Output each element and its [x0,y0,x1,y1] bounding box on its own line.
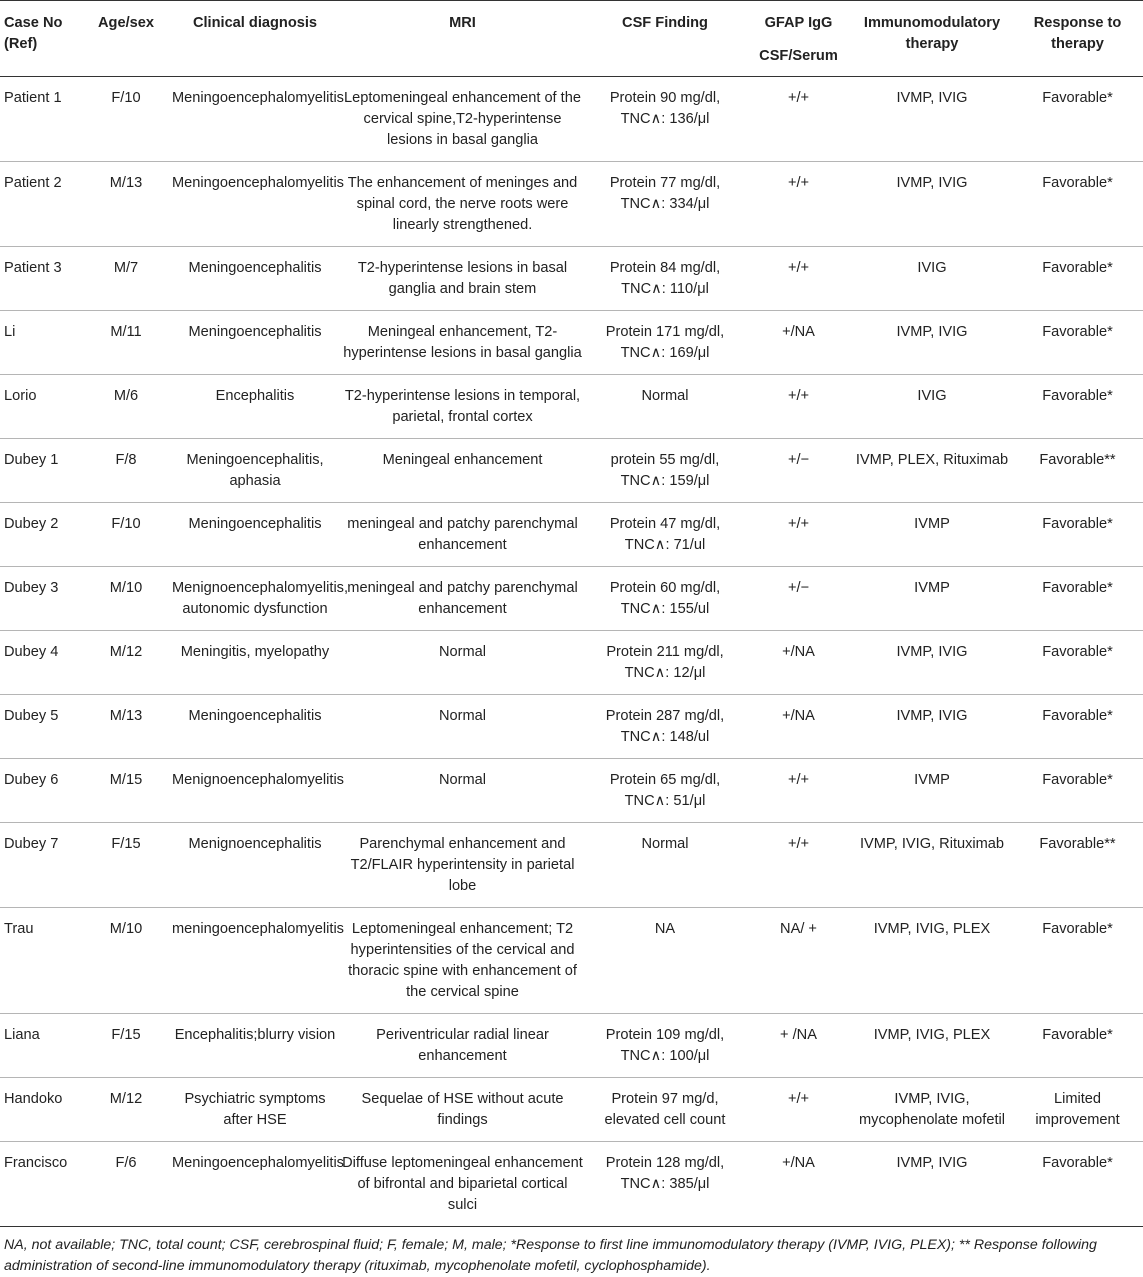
cell-csf: Protein 128 mg/dl, TNC∧: 385/μl [605,1155,725,1192]
cell-therapy: IVMP, IVIG, PLEX [873,921,991,937]
header-age: Age/sex [98,15,154,31]
cell-gfap: + /NA [780,1027,817,1043]
cell-therapy: IVMP, IVIG, PLEX [873,1027,991,1043]
cell-age: F/15 [111,836,141,852]
cell-therapy: IVMP, IVIG, Rituximab [859,836,1005,852]
cell-case: Dubey 6 [4,772,59,788]
cell-gfap: NA/ + [780,921,817,937]
cell-age: M/12 [109,644,143,660]
cell-csf: Normal [641,836,689,852]
table-row [0,695,1143,759]
cell-response: Favorable* [1042,516,1113,532]
cell-gfap: +/− [787,452,810,468]
cell-case: Patient 1 [4,90,62,106]
header-csf: CSF Finding [622,15,708,31]
cell-case: Lorio [4,388,37,404]
cell-mri: The enhancement of meninges and spinal cord, the nerve roots were linearly strengthened. [347,175,578,233]
cell-diagnosis: Meningoencephalomyelitis [172,90,344,106]
cell-diagnosis: Meningoencephalomyelitis [172,175,344,191]
cell-case: Li [4,324,16,340]
cell-gfap: +/+ [787,90,810,106]
cell-response: Favorable* [1042,708,1113,724]
cell-diagnosis: Meningoencephalitis [188,324,322,340]
cell-therapy: IVMP, IVIG [896,1155,968,1171]
cell-gfap: +/+ [787,175,810,191]
cell-csf: Protein 60 mg/dl, TNC∧: 155/ul [609,580,721,617]
cell-therapy: IVIG [917,388,947,404]
cell-response: Favorable* [1042,90,1113,106]
cell-therapy: IVMP [914,580,950,596]
cell-therapy: IVMP, IVIG [896,90,968,106]
cell-age: M/6 [113,388,139,404]
cell-diagnosis: Psychiatric symptoms after HSE [184,1091,326,1128]
table-body [0,77,1143,1227]
cell-csf: Protein 90 mg/dl, TNC∧: 136/μl [609,90,721,127]
cell-response: Favorable* [1042,1027,1113,1043]
cell-case: Patient 2 [4,175,62,191]
cell-case: Dubey 2 [4,516,59,532]
cell-case: Dubey 4 [4,644,59,660]
cell-mri: Parenchymal enhancement and T2/FLAIR hyperintensity in parietal lobe [350,836,575,894]
cell-age: M/15 [109,772,143,788]
cell-diagnosis: Meningoencephalitis [188,260,322,276]
cell-mri: Meningeal enhancement [382,452,543,468]
cell-gfap: +/+ [787,516,810,532]
cell-diagnosis: Menignoencephalomyelitis [172,772,344,788]
cell-mri: Normal [438,708,487,724]
cell-age: M/10 [109,921,143,937]
cell-age: M/13 [109,708,143,724]
cell-mri: Diffuse leptomeningeal enhancement of bifrontal and biparietal cortical sulci [342,1155,583,1213]
cell-gfap: +/NA [782,1155,815,1171]
table-row [0,1142,1143,1227]
cell-csf: NA [654,921,676,937]
table-row [0,311,1143,375]
header-mri: MRI [449,15,476,31]
cell-mri: meningeal and patchy parenchymal enhancement [347,580,578,617]
cell-response: Favorable* [1042,260,1113,276]
cell-csf: Protein 77 mg/dl, TNC∧: 334/μl [609,175,721,212]
cell-response: Favorable* [1042,388,1113,404]
cell-age: F/15 [111,1027,141,1043]
table-footnote: NA, not available; TNC, total count; CSF, cerebrospinal fluid; F, female; M, male; *Response to first line immunomodulatory therapy (IVMP, IVIG, PLEX); ** Response following administration of second-line immunomodulatory therapy (rituximab, mycophenolate mofetil, cyclophosphamide). [4,1237,1097,1274]
header-case: Case No (Ref) [4,15,63,52]
table-row [0,908,1143,1014]
cell-mri: Meningeal enhancement, T2-hyperintense lesions in basal ganglia [343,324,582,361]
cell-csf: Protein 171 mg/dl, TNC∧: 169/μl [605,324,725,361]
table-row [0,375,1143,439]
cell-case: Handoko [4,1091,63,1107]
header-therapy: Immunomodulatory therapy [863,15,1001,52]
cell-response: Favorable* [1042,772,1113,788]
cell-age: M/7 [113,260,139,276]
cell-response: Limited improvement [1035,1091,1120,1128]
table-row [0,567,1143,631]
table-row [0,77,1143,162]
cell-diagnosis: Menignoencephalitis [188,836,322,852]
table-row [0,1014,1143,1078]
cell-response: Favorable* [1042,324,1113,340]
header-gfap [745,1,852,77]
table-row [0,439,1143,503]
cell-case: Dubey 7 [4,836,59,852]
cell-response: Favorable* [1042,921,1113,937]
cell-age: M/10 [109,580,143,596]
cell-gfap: +/+ [787,836,810,852]
cell-diagnosis: Meningoencephalitis [188,516,322,532]
cell-gfap: +/+ [787,260,810,276]
header-diagnosis: Clinical diagnosis [192,15,318,31]
cell-case: Dubey 5 [4,708,59,724]
cell-csf: Protein 287 mg/dl, TNC∧: 148/ul [605,708,725,745]
cell-therapy: IVMP, IVIG [896,708,968,724]
cell-response: Favorable** [1039,836,1116,852]
cell-diagnosis: Encephalitis [215,388,295,404]
cell-csf: Protein 211 mg/dl, TNC∧: 12/μl [606,644,724,681]
cell-diagnosis: Meningoencephalitis [188,708,322,724]
cell-response: Favorable* [1042,644,1113,660]
cell-response: Favorable** [1039,452,1116,468]
header-gfap-title: GFAP IgG [764,15,833,31]
cell-response: Favorable* [1042,580,1113,596]
cell-mri: T2-hyperintense lesions in temporal, parietal, frontal cortex [344,388,581,425]
cell-age: F/8 [115,452,137,468]
cell-csf: Protein 84 mg/dl, TNC∧: 110/μl [609,260,721,297]
cell-csf: Normal [641,388,689,404]
cell-age: M/11 [110,324,142,340]
table-row [0,631,1143,695]
cell-csf: Protein 97 mg/d, elevated cell count [604,1091,726,1128]
cell-mri: Leptomeningeal enhancement; T2 hyperintensities of the cervical and thoracic spine with enhancement of the cervical spine [348,921,577,1000]
cell-diagnosis: Menignoencephalomyelitis, autonomic dysfunction [172,580,349,617]
cell-age: F/6 [115,1155,137,1171]
cell-csf: Protein 109 mg/dl, TNC∧: 100/μl [605,1027,725,1064]
cell-therapy: IVMP, IVIG [896,324,968,340]
cell-mri: Sequelae of HSE without acute findings [361,1091,564,1128]
cell-case: Francisco [4,1155,68,1171]
cell-gfap: +/NA [782,708,815,724]
table-row [0,247,1143,311]
cell-gfap: +/+ [787,388,810,404]
cell-mri: T2-hyperintense lesions in basal ganglia and brain stem [357,260,568,297]
cell-gfap: +/NA [782,644,815,660]
cell-csf: protein 55 mg/dl, TNC∧: 159/μl [610,452,720,489]
cell-therapy: IVMP, IVIG, mycophenolate mofetil [858,1091,1006,1128]
cell-therapy: IVMP, PLEX, Rituximab [855,452,1009,468]
cell-diagnosis: meningoencephalomyelitis [172,921,344,937]
cell-age: F/10 [111,90,141,106]
cell-gfap: +/− [787,580,810,596]
header-response: Response to therapy [1033,15,1122,52]
cell-csf: Protein 65 mg/dl, TNC∧: 51/μl [609,772,721,809]
cell-diagnosis: Meningoencephalitis, aphasia [186,452,324,489]
cell-response: Favorable* [1042,1155,1113,1171]
cell-case: Liana [4,1027,40,1043]
table-row [0,759,1143,823]
cell-case: Dubey 3 [4,580,59,596]
cell-mri: Normal [438,644,487,660]
cell-case: Dubey 1 [4,452,59,468]
cell-age: M/13 [109,175,143,191]
cell-age: M/12 [109,1091,143,1107]
table-row [0,823,1143,908]
cell-therapy: IVIG [917,260,947,276]
cell-case: Patient 3 [4,260,62,276]
cell-response: Favorable* [1042,175,1113,191]
cell-case: Trau [4,921,34,937]
cell-gfap: +/+ [787,772,810,788]
cell-diagnosis: Meningoencephalomyelitis [172,1155,344,1171]
table-row [0,503,1143,567]
cell-diagnosis: Meningitis, myelopathy [180,644,330,660]
cell-gfap: +/+ [787,1091,810,1107]
table-row [0,1078,1143,1142]
cell-mri: Leptomeningeal enhancement of the cervical spine,T2-hyperintense lesions in basal ganglia [344,90,581,148]
cell-gfap: +/NA [782,324,815,340]
cell-age: F/10 [111,516,141,532]
cell-diagnosis: Encephalitis;blurry vision [174,1027,336,1043]
cell-mri: Normal [438,772,487,788]
cell-mri: meningeal and patchy parenchymal enhancement [347,516,578,553]
table-row [0,162,1143,247]
cell-mri: Periventricular radial linear enhancement [376,1027,549,1064]
cell-therapy: IVMP [914,516,950,532]
header-gfap-subtitle: CSF/Serum [759,48,838,64]
cell-therapy: IVMP, IVIG [896,644,968,660]
cell-therapy: IVMP, IVIG [896,175,968,191]
header-row [0,1,1143,77]
cell-csf: Protein 47 mg/dl, TNC∧: 71/ul [609,516,721,553]
cell-therapy: IVMP [914,772,950,788]
